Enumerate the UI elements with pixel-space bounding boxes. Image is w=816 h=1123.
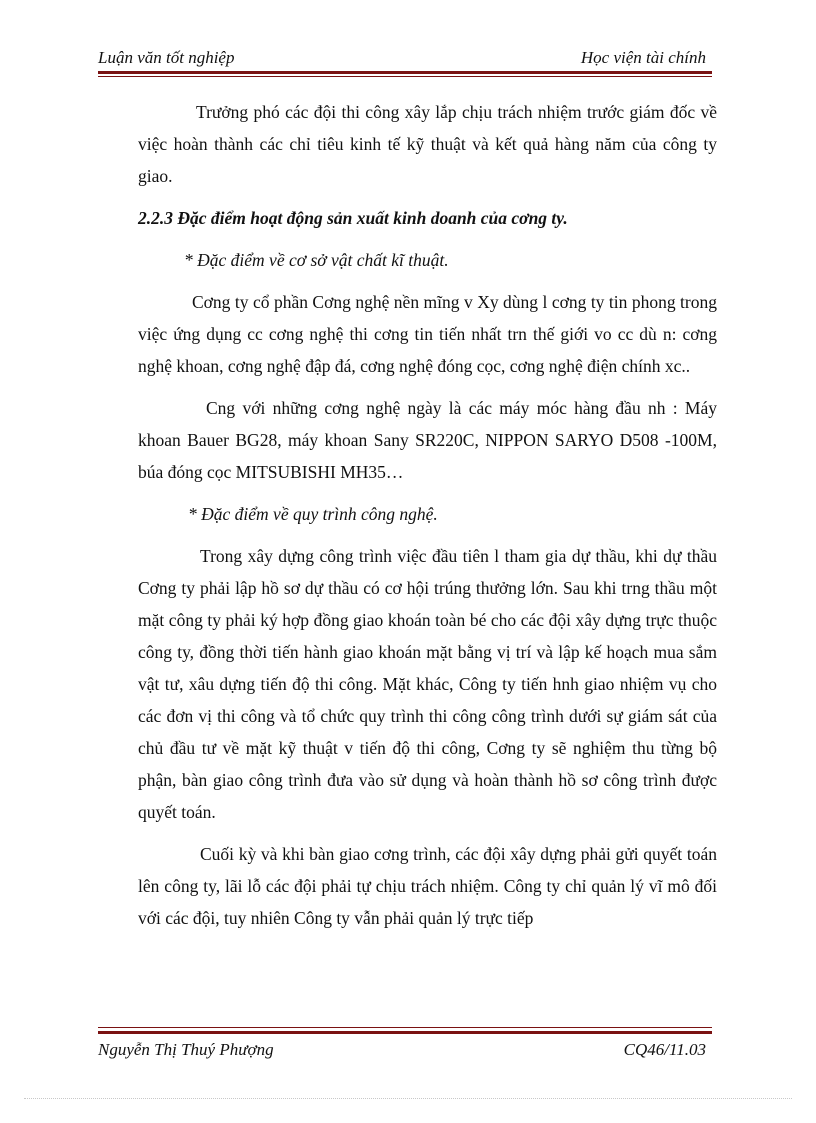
- footer-rule-thick: [98, 1031, 712, 1034]
- footer-class-code: CQ46/11.03: [623, 1040, 706, 1059]
- page-header: [98, 48, 710, 68]
- header-institution-label: Học viện tài chính: [580, 48, 706, 67]
- page-bottom-dotted-border: [24, 1098, 792, 1099]
- subheading-process: * Đặc điểm về quy trình công nghệ.: [188, 504, 438, 524]
- header-rule-thick: [98, 71, 712, 74]
- paragraph-3-text: Cng với những cơng nghệ ngày là các máy móc hàng đầu nh : Máy khoan Bauer BG28, máy khoan Sany SR220C, NIPPON SARYO D508 -100M, búa đóng cọc MITSUBISHI MH35…: [138, 398, 717, 482]
- paragraph-1-text: Trưởng phó các đội thi công xây lắp chịu trách nhiệm trước giám đốc về việc hoàn thành các chỉ tiêu kinh tế kỹ thuật và kết quả hàng năm của công ty giao.: [138, 102, 717, 186]
- paragraph-4: [138, 540, 717, 828]
- paragraph-2-text: Cơng ty cổ phần Cơng nghệ nền mĩng v Xy dùng l cơng ty tin phong trong việc ứng dụng cc cơng nghệ thi cơng tin tiến nhất trn thế giới vo cc dù n: cơng nghệ khoan, cơng nghệ đập đá, cơng nghệ đóng cọc, cơng nghệ điện chính xc..: [138, 292, 717, 376]
- paragraph-1: [138, 96, 717, 192]
- footer-rule-thin: [98, 1027, 712, 1028]
- paragraph-5: [138, 838, 717, 934]
- page-footer: [98, 1040, 710, 1060]
- footer-author-name: Nguyễn Thị Thuý Phượng: [98, 1040, 274, 1059]
- paragraph-2: [138, 286, 717, 382]
- paragraph-4-text: Trong xây dựng công trình việc đầu tiên l tham gia dự thầu, khi dự thầu Cơng ty phải lập hồ sơ dự thầu có cơ hội trúng thưởng lớn. Sau khi trng thầu một mặt công ty phải ký hợp đồng giao khoán toàn bé cho các đội xây dựng trực thuộc công ty, đồng thời tiến hành giao khoán mặt bằng vị trí và lập kế hoạch mua sắm vật tư, xâu dựng tiến độ thi công. Mặt khác, Công ty tiến hnh giao nhiệm vụ cho các đơn vị thi công và tổ chức quy trình thi công công trình dưới sự giám sát của chủ đầu tư về mặt kỹ thuật v tiến độ thi công, Cơng ty sẽ nghiệm thu từng bộ phận, bàn giao công trình đưa vào sử dụng và hoàn thành hồ sơ công trình được quyết toán.: [138, 546, 717, 822]
- header-thesis-label: Luận văn tốt nghiệp: [98, 48, 235, 67]
- subheading-facilities: * Đặc điểm về cơ sở vật chất kĩ thuật.: [184, 250, 449, 270]
- header-rule-thin: [98, 76, 712, 77]
- paragraph-3: [138, 392, 717, 488]
- section-heading: 2.2.3 Đặc điểm hoạt động sản xuất kinh doanh của cơng ty.: [138, 208, 568, 228]
- paragraph-5-text: Cuối kỳ và khi bàn giao cơng trình, các đội xây dựng phải gửi quyết toán lên công ty, lãi lỗ các đội phải tự chịu trách nhiệm. Công ty chỉ quản lý vĩ mô đối với các đội, tuy nhiên Công ty vẫn phải quản lý trực tiếp: [138, 844, 717, 928]
- page-body: [138, 96, 717, 944]
